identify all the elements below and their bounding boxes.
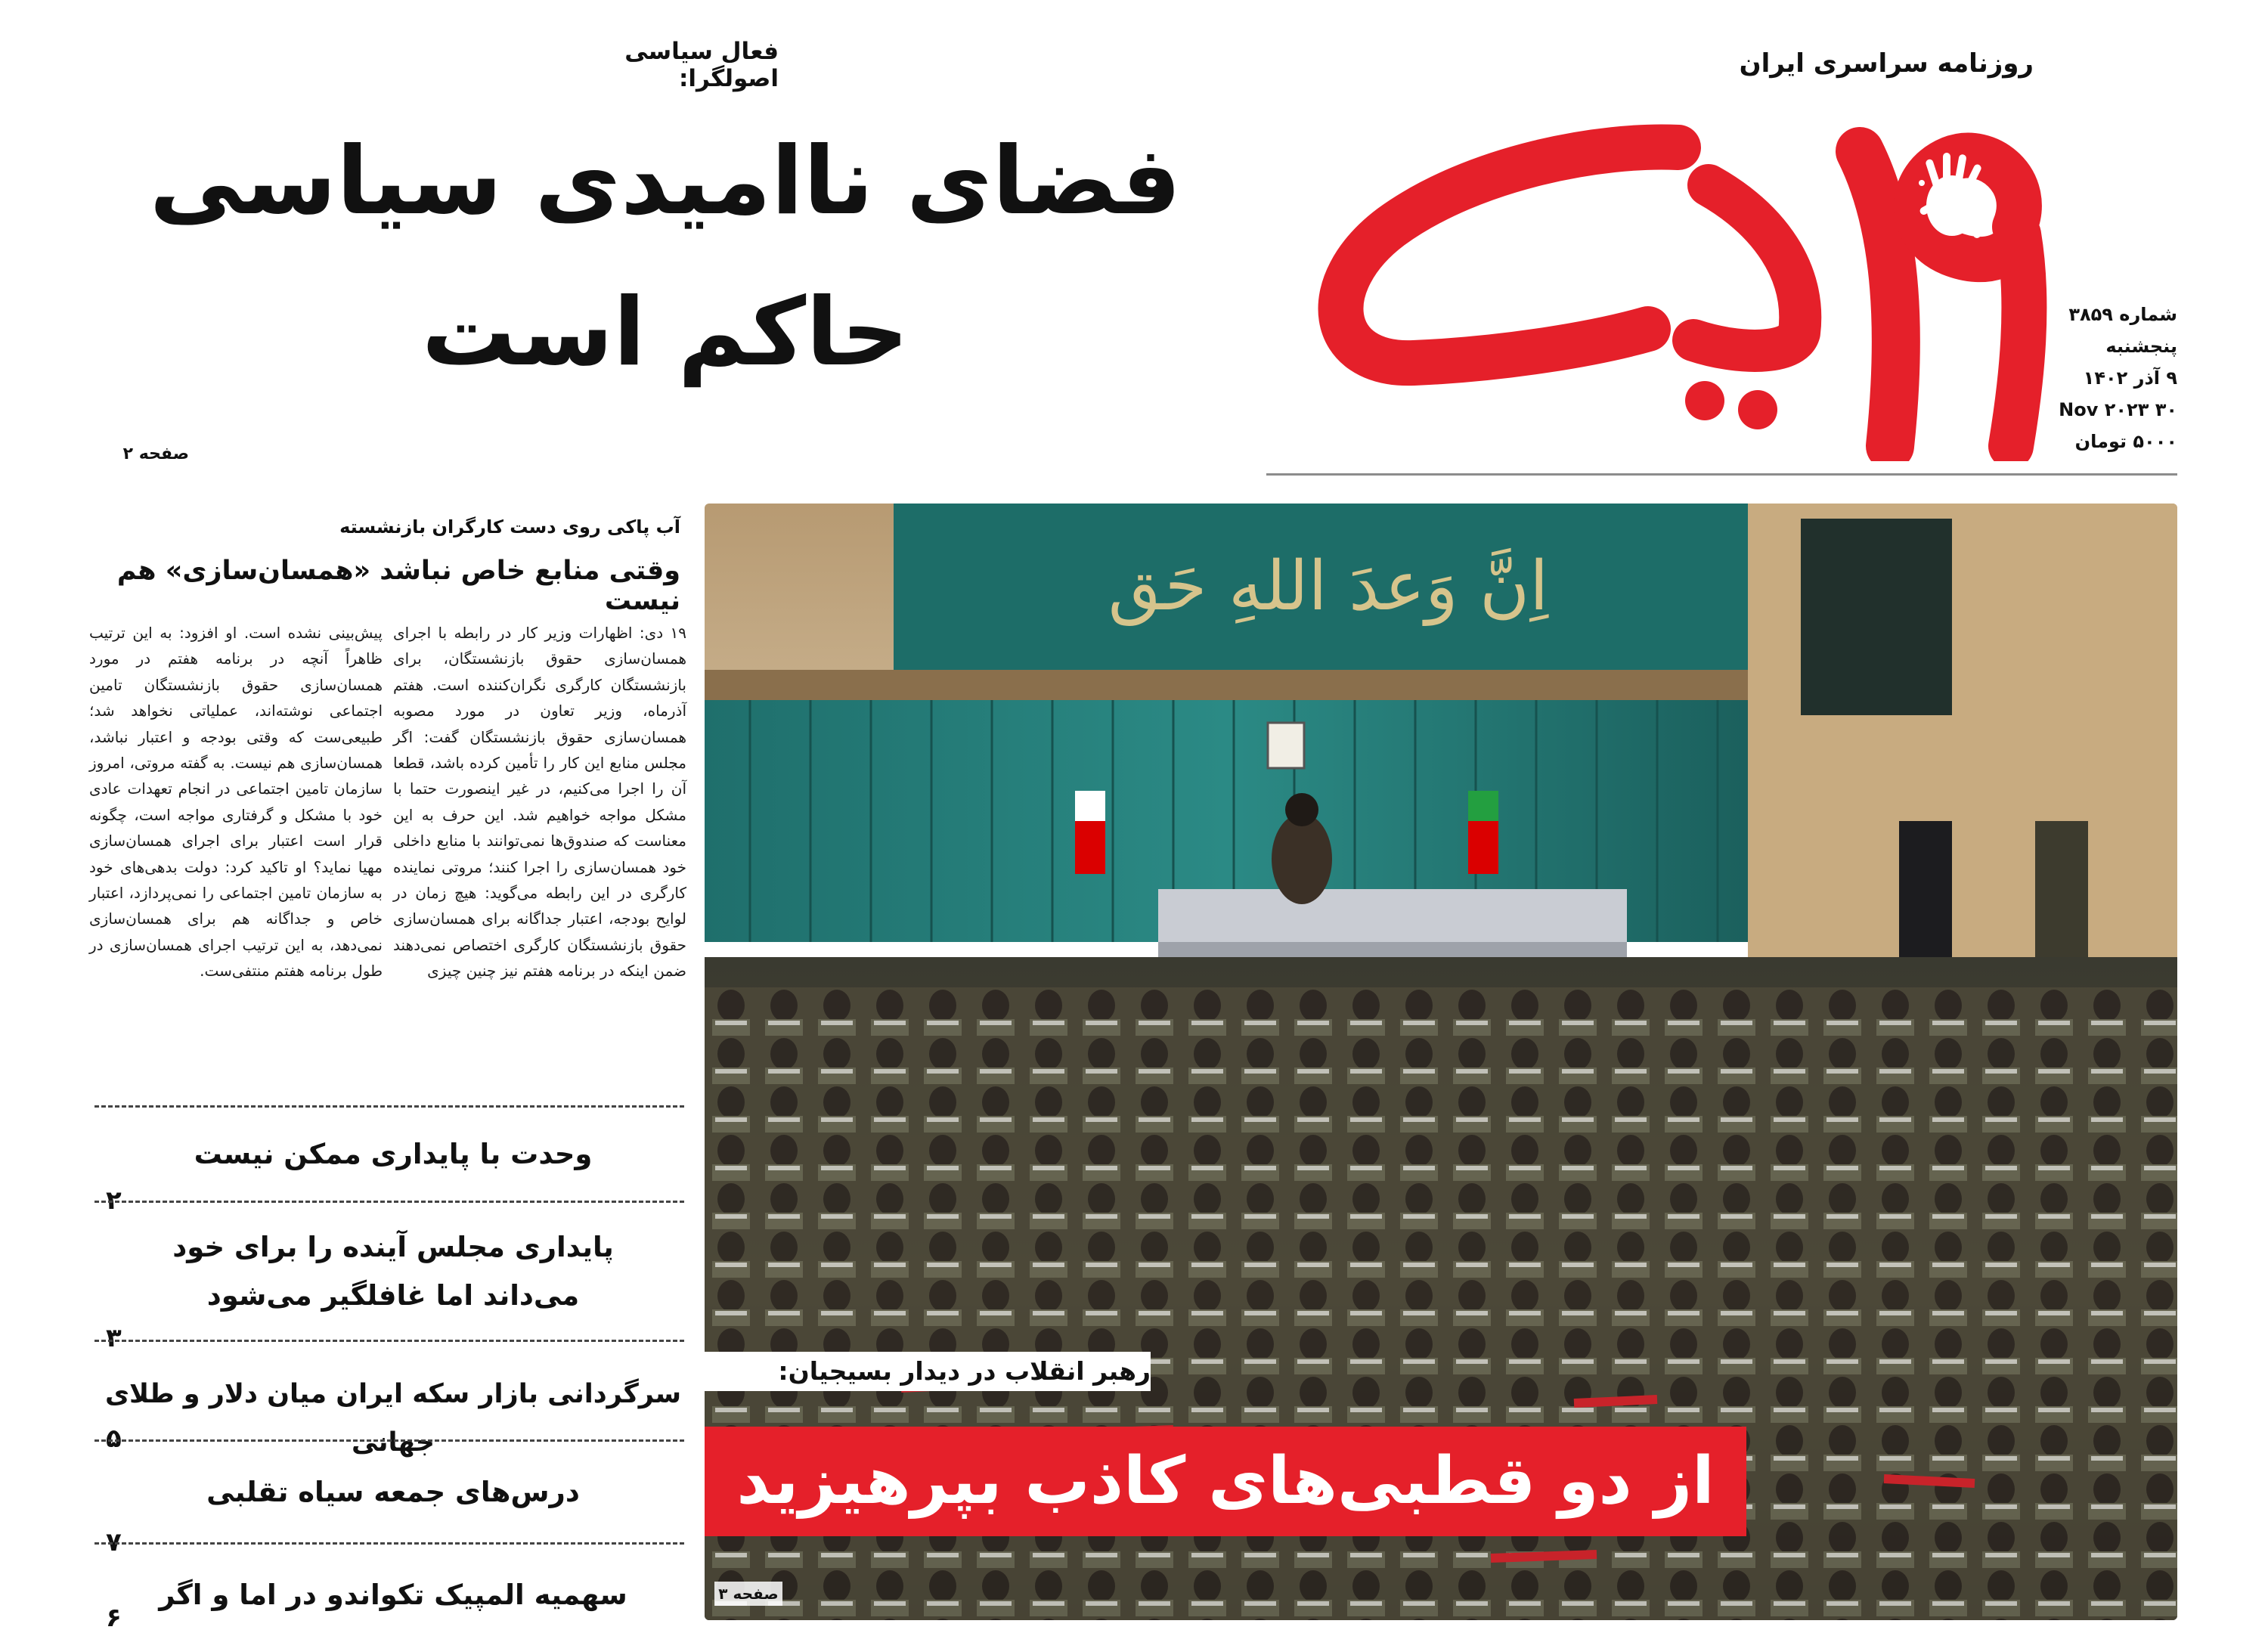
index-item-page: ۲ [106,1185,122,1216]
index-item-title[interactable]: وحدت با پایداری ممکن نیست [194,1138,593,1170]
issue-number: شماره ۳۸۵۹ [2068,304,2177,325]
lead-headline[interactable] [91,106,1240,408]
index-item-page: ۷ [106,1527,122,1557]
index-divider [94,1105,684,1108]
index-divider [94,1439,684,1442]
index-divider [94,1340,684,1342]
issue-price: ۵۰۰۰ تومان [2074,431,2177,452]
index-divider [94,1542,684,1545]
lead-kicker: فعال سیاسی اصولگرا: [624,38,779,92]
index-divider [94,1201,684,1203]
index-item-title[interactable]: درس‌های جمعه سیاه تقلبی [206,1476,580,1508]
index-item-title[interactable]: سهمیه المپیک تکواندو در اما و اگر [159,1579,627,1611]
issue-date-fa: ۹ آذر ۱۴۰۲ [2083,367,2177,389]
index-item-page: ۳ [106,1323,122,1353]
issue-info [2019,299,2177,457]
story-kicker: آب پاکی روی دست کارگران بازنشسته [339,516,680,538]
story-column-right: ۱۹ دی: اظهارات وزیر کار در رابطه با اجرای همسان‌سازی حقوق بازنشستگان، برای بازنشستگان کارگری نگران‌کننده است. هفتم آذرماه، وزیر تعاون در مورد مصوبه همسان‌سازی حقوق بازنشستگان گفت: اگر مجلس منابع این کار را تأمین کرده باشد، قطعا آن را اجرا می‌کنیم، در غیر اینصورت حتما با مشکل مواجه خواهیم شد. این حرف به این معناست که صندوق‌ها نمی‌توانند با منابع داخلی خود همسان‌سازی را اجرا کنند؛ مروتی نماینده کارگری در این رابطه می‌گوید: هیچ زمان در لوایح بودجه، اعتبار جداگانه برای همسان‌سازی حقوق بازنشستگان کارگری اختصاص نمی‌دهند ضمن اینکه در برنامه هفتم نیز چنین چیزی [393,624,686,981]
index-item-title[interactable]: سرگردانی بازار سکه ایران میان دلار و طلای جهانی [104,1379,681,1458]
logo-19-dey-icon [1285,113,2049,461]
index-item-page: ۵ [106,1424,122,1454]
story-title[interactable]: وقتی منابع خاص نباشد «همسان‌سازی» هم نیست [116,556,680,616]
index-item-page: ۶ [106,1603,122,1633]
lead-headline-line2: حاکم است [421,278,909,387]
index-item-title[interactable]: پایداری مجلس آینده را برای خود می‌داند اما غافلگیر می‌شود [172,1231,614,1312]
photo-page-ref[interactable]: صفحه ۳ [714,1582,782,1606]
calligraphy-text: اِنَّ وَعدَ اللهِ حَق [1108,547,1549,626]
issue-date-en: ۳۰ Nov ۲۰۲۳ [2059,399,2177,420]
lead-page-ref[interactable]: صفحه ۲ [122,445,189,463]
issue-weekday: پنجشنبه [2105,336,2177,357]
masthead-tagline: روزنامه سراسری ایران [1739,48,2034,79]
photo-headline[interactable]: از دو قطبی‌های کاذب بپرهیزید [705,1427,1746,1536]
story-column-left: پیش‌بینی نشده است. او افزود: به این ترتیب ظاهراً آنچه در برنامه هفتم در مورد همسان‌سازی حقوق بازنشستگان تامین اجتماعی نوشته‌اند، عملیاتی نخواهد شد؛ طبیعی‌ست که وقتی بودجه و اعتبار نباشد، همسان‌سازی هم نیست. به گفته مروتی، امروز سازمان تامین اجتماعی در انجام تعهدات عادی خود با مشکل و گرفتاری مواجه است، چگونه قرار است اعتبار برای اجرای همسان‌سازی مهیا نماید؟ او تاکید کرد: دولت بدهی‌های خود به سازمان تامین اجتماعی را نمی‌پردازد، اعتبار خاص و جداگانه هم برای همسان‌سازی نمی‌دهد، به این ترتیب اجرای همسان‌سازی در طول برنامه هفتم منتفی‌ست. [89,624,383,981]
masthead-divider [1266,473,2177,476]
photo-caption-label: رهبر انقلاب در دیدار بسیجیان: [705,1352,1151,1391]
lead-headline-line1: فضای ناامیدی سیاسی [149,127,1182,236]
masthead-logo [1285,113,2049,461]
